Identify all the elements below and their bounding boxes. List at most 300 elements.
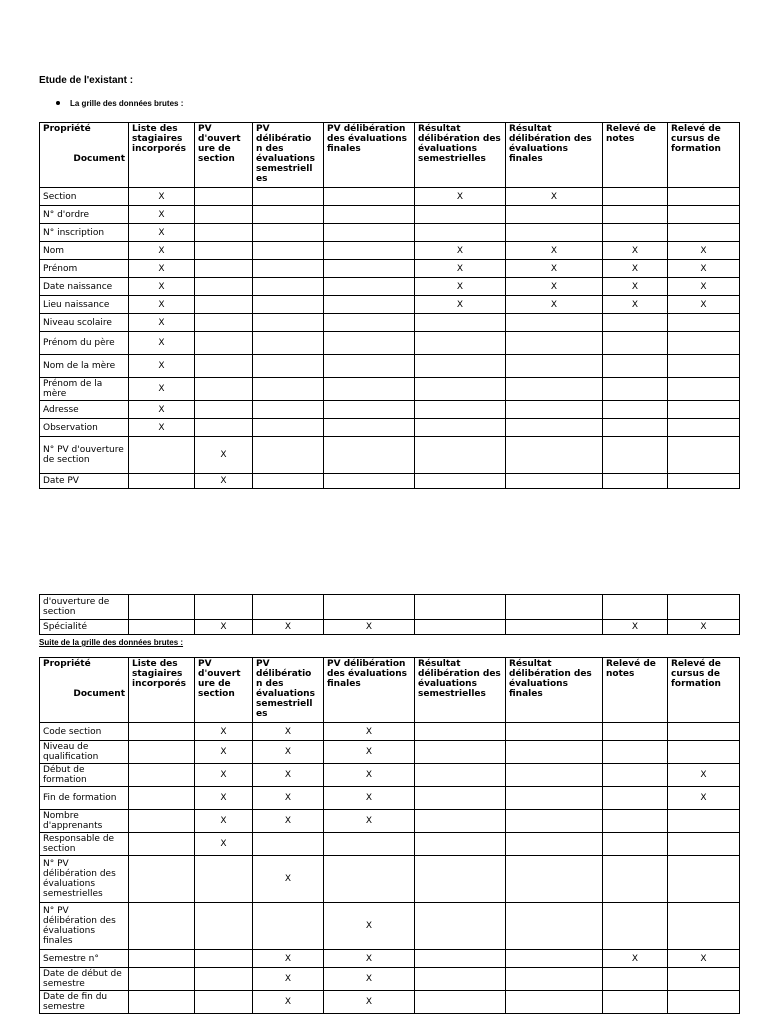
row-label: Fin de formation (40, 787, 129, 810)
cell-mark: X (129, 296, 195, 314)
header-col: Liste des stagiaires incorporés (129, 123, 195, 188)
cell-mark (129, 437, 195, 474)
cell-mark (253, 206, 324, 224)
bullet-item (56, 99, 183, 108)
table-row (40, 378, 740, 401)
data-grid-table (39, 122, 740, 489)
cell-mark (324, 278, 415, 296)
cell-mark (129, 968, 195, 991)
cell-mark: X (195, 833, 253, 856)
cell-mark (668, 224, 740, 242)
cell-mark: X (603, 296, 668, 314)
cell-mark (603, 764, 668, 787)
cell-mark (324, 355, 415, 378)
cell-mark (603, 991, 668, 1014)
cell-mark (603, 595, 668, 620)
table-row (40, 764, 740, 787)
cell-mark: X (324, 620, 415, 635)
cell-mark: X (506, 278, 603, 296)
header-document: Document (73, 154, 125, 164)
cell-mark (415, 595, 506, 620)
cell-mark (324, 401, 415, 419)
cell-mark: X (253, 856, 324, 903)
cell-mark (253, 188, 324, 206)
cell-mark (253, 595, 324, 620)
cell-mark (195, 206, 253, 224)
cell-mark: X (603, 950, 668, 968)
cell-mark (324, 856, 415, 903)
cell-mark (415, 968, 506, 991)
cell-mark (506, 764, 603, 787)
cell-mark (253, 833, 324, 856)
header-col: PV délibératio n des évaluations semestriell es (253, 658, 324, 723)
cell-mark (324, 206, 415, 224)
cell-mark (324, 314, 415, 332)
row-label: Prénom de la mère (40, 378, 129, 401)
cell-mark: X (253, 991, 324, 1014)
row-label: Prénom (40, 260, 129, 278)
row-label: Début de formation (40, 764, 129, 787)
cell-mark (195, 332, 253, 355)
table-row (40, 741, 740, 764)
cell-mark: X (668, 260, 740, 278)
cell-mark (195, 278, 253, 296)
cell-mark (506, 419, 603, 437)
cell-mark: X (324, 723, 415, 741)
cell-mark (324, 242, 415, 260)
cell-mark (324, 437, 415, 474)
suite-title: Suite de la grille des données brutes : (39, 638, 184, 647)
row-label: Code section (40, 723, 129, 741)
cell-mark (603, 474, 668, 489)
cell-mark (415, 437, 506, 474)
cell-mark (668, 856, 740, 903)
row-label: Nom (40, 242, 129, 260)
cell-mark (195, 401, 253, 419)
cell-mark: X (195, 741, 253, 764)
cell-mark (253, 278, 324, 296)
cell-mark (415, 401, 506, 419)
cell-mark (603, 188, 668, 206)
cell-mark (506, 378, 603, 401)
cell-mark (195, 419, 253, 437)
cell-mark (129, 787, 195, 810)
cell-mark (253, 296, 324, 314)
section-heading: Etude de l'existant : (39, 75, 134, 86)
table-row (40, 620, 740, 635)
header-col: Relevé de notes (603, 123, 668, 188)
cell-mark (253, 260, 324, 278)
cell-mark (603, 787, 668, 810)
cell-mark (415, 206, 506, 224)
cell-mark (506, 810, 603, 833)
cell-mark (129, 764, 195, 787)
cell-mark (324, 260, 415, 278)
table-row (40, 401, 740, 419)
cell-mark (603, 332, 668, 355)
row-label: Niveau de qualification (40, 741, 129, 764)
cell-mark (415, 741, 506, 764)
cell-mark (506, 833, 603, 856)
row-label: Prénom du père (40, 332, 129, 355)
cell-mark: X (129, 206, 195, 224)
cell-mark (603, 741, 668, 764)
row-label: Niveau scolaire (40, 314, 129, 332)
header-col: Relevé de cursus de formation (668, 123, 740, 188)
cell-mark (506, 787, 603, 810)
cell-mark (253, 332, 324, 355)
cell-mark: X (415, 242, 506, 260)
cell-mark (129, 620, 195, 635)
cell-mark: X (195, 620, 253, 635)
cell-mark (603, 224, 668, 242)
cell-mark (506, 856, 603, 903)
cell-mark: X (253, 810, 324, 833)
data-grid-continuation-table (39, 594, 740, 635)
cell-mark (195, 355, 253, 378)
table-row (40, 833, 740, 856)
cell-mark (253, 355, 324, 378)
cell-mark (415, 224, 506, 242)
cell-mark: X (129, 314, 195, 332)
header-col: Résultat délibération des évaluations finales (506, 123, 603, 188)
cell-mark: X (253, 741, 324, 764)
cell-mark: X (195, 723, 253, 741)
header-col: Relevé de notes (603, 658, 668, 723)
cell-mark: X (324, 787, 415, 810)
row-label: Lieu naissance (40, 296, 129, 314)
data-grid-suite-table (39, 657, 740, 1014)
cell-mark (129, 950, 195, 968)
cell-mark (603, 810, 668, 833)
table-row (40, 723, 740, 741)
cell-mark (129, 833, 195, 856)
cell-mark: X (129, 224, 195, 242)
cell-mark (415, 903, 506, 950)
cell-mark (603, 437, 668, 474)
cell-mark: X (129, 188, 195, 206)
cell-mark (324, 332, 415, 355)
cell-mark: X (603, 260, 668, 278)
cell-mark (195, 188, 253, 206)
cell-mark: X (506, 260, 603, 278)
cell-mark (253, 419, 324, 437)
cell-mark: X (253, 968, 324, 991)
cell-mark (195, 968, 253, 991)
cell-mark: X (324, 991, 415, 1014)
cell-mark: X (195, 787, 253, 810)
table-row (40, 856, 740, 903)
row-label: Date de fin du semestre (40, 991, 129, 1014)
cell-mark (415, 474, 506, 489)
cell-mark (195, 950, 253, 968)
header-col: PV délibératio n des évaluations semestriell es (253, 123, 324, 188)
row-label: Date de début de semestre (40, 968, 129, 991)
cell-mark (253, 242, 324, 260)
row-label: Responsable de section (40, 833, 129, 856)
cell-mark: X (603, 278, 668, 296)
cell-mark: X (253, 764, 324, 787)
cell-mark (668, 206, 740, 224)
cell-mark (668, 419, 740, 437)
cell-mark (506, 595, 603, 620)
header-col: PV délibération des évaluations finales (324, 123, 415, 188)
cell-mark (415, 810, 506, 833)
cell-mark (129, 474, 195, 489)
cell-mark (253, 401, 324, 419)
cell-mark (506, 991, 603, 1014)
cell-mark (253, 437, 324, 474)
cell-mark (668, 314, 740, 332)
cell-mark (506, 355, 603, 378)
table-row (40, 474, 740, 489)
cell-mark (668, 903, 740, 950)
table-row (40, 224, 740, 242)
cell-mark (603, 355, 668, 378)
header-document: Document (73, 689, 125, 699)
header-col: PV délibération des évaluations finales (324, 658, 415, 723)
table-row (40, 242, 740, 260)
cell-mark: X (129, 278, 195, 296)
cell-mark (129, 810, 195, 833)
cell-mark: X (324, 968, 415, 991)
cell-mark: X (603, 620, 668, 635)
cell-mark (506, 314, 603, 332)
cell-mark: X (253, 787, 324, 810)
cell-mark (195, 991, 253, 1014)
cell-mark (668, 723, 740, 741)
header-property-document (40, 123, 129, 188)
cell-mark (415, 764, 506, 787)
cell-mark (129, 856, 195, 903)
cell-mark (603, 903, 668, 950)
cell-mark: X (129, 419, 195, 437)
cell-mark (415, 950, 506, 968)
header-row (40, 123, 740, 188)
row-label: Nombre d'apprenants (40, 810, 129, 833)
table-row (40, 810, 740, 833)
bullet-label: La grille des données brutes : (70, 99, 184, 108)
row-label: N° PV d'ouverture de section (40, 437, 129, 474)
header-col: Résultat délibération des évaluations semestrielles (415, 123, 506, 188)
cell-mark: X (195, 810, 253, 833)
row-label: N° inscription (40, 224, 129, 242)
cell-mark (253, 224, 324, 242)
table-row (40, 260, 740, 278)
cell-mark (603, 968, 668, 991)
table-row (40, 332, 740, 355)
cell-mark (506, 741, 603, 764)
cell-mark (506, 723, 603, 741)
cell-mark (668, 833, 740, 856)
cell-mark (195, 595, 253, 620)
cell-mark: X (129, 355, 195, 378)
row-label: Section (40, 188, 129, 206)
cell-mark (415, 620, 506, 635)
cell-mark: X (603, 242, 668, 260)
cell-mark: X (195, 764, 253, 787)
cell-mark (324, 595, 415, 620)
row-label: Observation (40, 419, 129, 437)
cell-mark: X (668, 787, 740, 810)
cell-mark (129, 741, 195, 764)
cell-mark: X (415, 296, 506, 314)
row-label: Date naissance (40, 278, 129, 296)
header-col: Liste des stagiaires incorporés (129, 658, 195, 723)
header-property: Propriété (43, 124, 91, 134)
row-label: Spécialité (40, 620, 129, 635)
cell-mark (415, 833, 506, 856)
cell-mark: X (506, 242, 603, 260)
cell-mark: X (129, 401, 195, 419)
cell-mark (415, 332, 506, 355)
cell-mark (668, 355, 740, 378)
cell-mark (415, 856, 506, 903)
cell-mark: X (506, 296, 603, 314)
row-label: N° d'ordre (40, 206, 129, 224)
cell-mark (668, 595, 740, 620)
row-label: Nom de la mère (40, 355, 129, 378)
cell-mark (506, 950, 603, 968)
cell-mark (324, 378, 415, 401)
cell-mark (415, 419, 506, 437)
cell-mark (324, 419, 415, 437)
cell-mark (129, 723, 195, 741)
cell-mark (195, 903, 253, 950)
cell-mark (253, 378, 324, 401)
cell-mark (129, 903, 195, 950)
cell-mark: X (324, 950, 415, 968)
cell-mark: X (668, 296, 740, 314)
cell-mark (506, 620, 603, 635)
cell-mark: X (129, 378, 195, 401)
cell-mark (603, 833, 668, 856)
table-row (40, 355, 740, 378)
table-row (40, 787, 740, 810)
cell-mark (324, 296, 415, 314)
cell-mark (415, 991, 506, 1014)
cell-mark: X (324, 741, 415, 764)
row-label: d'ouverture de section (40, 595, 129, 620)
cell-mark (668, 474, 740, 489)
table-row (40, 968, 740, 991)
cell-mark (603, 419, 668, 437)
cell-mark: X (668, 950, 740, 968)
cell-mark: X (253, 950, 324, 968)
cell-mark (506, 903, 603, 950)
cell-mark (195, 260, 253, 278)
cell-mark (668, 378, 740, 401)
header-col: PV d'ouvert ure de section (195, 123, 253, 188)
header-col: Résultat délibération des évaluations semestrielles (415, 658, 506, 723)
row-label: Date PV (40, 474, 129, 489)
cell-mark (506, 401, 603, 419)
cell-mark (415, 378, 506, 401)
cell-mark (668, 401, 740, 419)
row-label: Adresse (40, 401, 129, 419)
cell-mark (253, 903, 324, 950)
cell-mark: X (668, 278, 740, 296)
bullet-dot-icon (56, 101, 60, 105)
table-row (40, 437, 740, 474)
table-row (40, 278, 740, 296)
cell-mark (603, 723, 668, 741)
cell-mark: X (129, 332, 195, 355)
cell-mark (668, 332, 740, 355)
header-property: Propriété (43, 659, 91, 669)
cell-mark (506, 437, 603, 474)
cell-mark (603, 314, 668, 332)
cell-mark: X (324, 810, 415, 833)
cell-mark (195, 224, 253, 242)
cell-mark (129, 595, 195, 620)
cell-mark: X (506, 188, 603, 206)
cell-mark: X (668, 242, 740, 260)
cell-mark: X (324, 903, 415, 950)
cell-mark (253, 314, 324, 332)
table-row (40, 991, 740, 1014)
row-label: N° PV délibération des évaluations finales (40, 903, 129, 950)
cell-mark (668, 968, 740, 991)
row-label: Semestre n° (40, 950, 129, 968)
cell-mark (603, 401, 668, 419)
cell-mark: X (415, 278, 506, 296)
cell-mark: X (195, 437, 253, 474)
cell-mark (129, 991, 195, 1014)
cell-mark (415, 314, 506, 332)
cell-mark: X (195, 474, 253, 489)
cell-mark (195, 314, 253, 332)
cell-mark: X (253, 620, 324, 635)
table-row (40, 188, 740, 206)
cell-mark: X (253, 723, 324, 741)
cell-mark (324, 833, 415, 856)
table-row (40, 206, 740, 224)
cell-mark (195, 856, 253, 903)
cell-mark (668, 188, 740, 206)
cell-mark (603, 856, 668, 903)
header-row (40, 658, 740, 723)
cell-mark: X (415, 188, 506, 206)
cell-mark (668, 991, 740, 1014)
cell-mark: X (415, 260, 506, 278)
cell-mark (506, 224, 603, 242)
table-row (40, 903, 740, 950)
cell-mark (668, 437, 740, 474)
header-property-document (40, 658, 129, 723)
table-row (40, 314, 740, 332)
cell-mark (415, 787, 506, 810)
cell-mark (324, 188, 415, 206)
cell-mark: X (129, 260, 195, 278)
header-col: Relevé de cursus de formation (668, 658, 740, 723)
cell-mark (506, 968, 603, 991)
cell-mark (195, 378, 253, 401)
cell-mark (324, 474, 415, 489)
table-row (40, 950, 740, 968)
cell-mark: X (668, 764, 740, 787)
cell-mark (506, 206, 603, 224)
cell-mark (506, 474, 603, 489)
table-row (40, 419, 740, 437)
cell-mark (603, 206, 668, 224)
cell-mark (506, 332, 603, 355)
cell-mark (415, 355, 506, 378)
header-col: PV d'ouvert ure de section (195, 658, 253, 723)
cell-mark (668, 741, 740, 764)
cell-mark: X (324, 764, 415, 787)
table-row (40, 595, 740, 620)
